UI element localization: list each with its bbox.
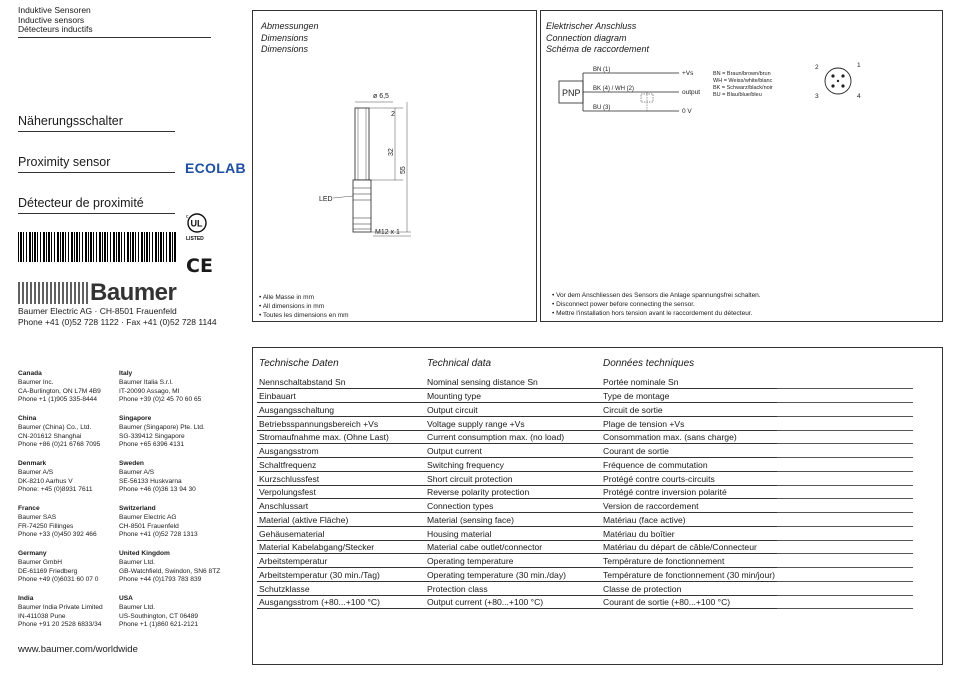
table-cell: Matériau du départ de câble/Connecteur (601, 540, 777, 554)
contact-line: Phone +33 (0)450 392 466 (18, 531, 97, 539)
category-de: Induktive Sensoren (18, 5, 91, 15)
table-row (257, 568, 913, 582)
tech-header-en: Technical data (427, 358, 492, 369)
dim-diameter: ø 6,5 (373, 93, 389, 100)
dimensions-title (261, 21, 319, 56)
legend-bk: BK = Schwarz/black/noir (713, 85, 773, 91)
table-row (257, 430, 913, 444)
contact-line: Baumer India Private Limited (18, 603, 103, 611)
contact-line: Baumer GmbH (18, 558, 62, 566)
table-cell: Material Kabelabgang/Stecker (257, 540, 425, 554)
contact-line: Phone +41 (0)52 728 1313 (119, 531, 198, 539)
value-cell (777, 595, 913, 609)
table-cell: Einbauart (257, 389, 425, 403)
table-cell: Gehäusematerial (257, 526, 425, 540)
value-cell (777, 485, 913, 499)
contact-line: Phone +65 6396 4131 (119, 441, 185, 449)
contact-country: France (18, 505, 40, 512)
table-cell: Connection types (425, 499, 601, 513)
contact-block (18, 415, 128, 450)
connection-title-fr: Schéma de raccordement (546, 44, 650, 54)
contact-country: China (18, 415, 37, 422)
contact-country: Denmark (18, 460, 47, 467)
contact-block (119, 505, 229, 540)
table-cell: Courant de sortie (601, 444, 777, 458)
category-header (18, 6, 211, 38)
table-cell: Matériau (face active) (601, 513, 777, 527)
dimensions-note-fr: • Toutes les dimensions en mm (259, 312, 349, 319)
connection-panel (540, 10, 943, 322)
value-cell (777, 499, 913, 513)
table-cell: Version de raccordement (601, 499, 777, 513)
table-cell: Anschlussart (257, 499, 425, 513)
table-cell: Mounting type (425, 389, 601, 403)
dimensions-title-en: Dimensions (261, 32, 309, 43)
contact-line: IN-411038 Pune (18, 612, 66, 620)
table-row (257, 595, 913, 609)
contact-line: Baumer Italia S.r.l. (119, 378, 173, 386)
value-cell (777, 375, 913, 389)
contact-country: Italy (119, 370, 133, 377)
contact-line: CH-8501 Frauenfeld (119, 522, 179, 530)
tech-header-de: Technische Daten (259, 358, 339, 369)
contact-block (119, 595, 229, 630)
ul-listed-icon (183, 212, 211, 242)
svg-text:UL: UL (190, 218, 203, 229)
contact-block (18, 460, 128, 495)
contact-line: Baumer A/S (18, 468, 54, 476)
table-cell: Classe de protection (601, 581, 777, 595)
table-cell: Current consumption max. (no load) (425, 430, 601, 444)
table-cell: Verpolungsfest (257, 485, 425, 499)
contact-block (119, 550, 229, 585)
sensor-dimension-drawing (303, 86, 423, 246)
table-cell: Material (aktive Fläche) (257, 513, 425, 527)
dim-55: 55 (400, 166, 407, 174)
product-title-fr: Détecteur de proximité (18, 196, 175, 214)
legend-bu: BU = Blau/blue/bleu (713, 92, 762, 98)
terminal-output: output (682, 89, 701, 96)
contact-line: Baumer (Singapore) Pte. Ltd. (119, 423, 205, 431)
product-title-de: Näherungsschalter (18, 114, 175, 132)
legend-wh: WH = Weiss/white/blanc (713, 78, 773, 84)
contact-line: Baumer Inc. (18, 378, 54, 386)
value-cell (777, 581, 913, 595)
connection-title (546, 21, 649, 56)
table-cell: Operating temperature (30 min./day) (425, 568, 601, 582)
contact-line: Baumer Ltd. (119, 603, 155, 611)
dimensions-note-de: • Alle Masse in mm (259, 294, 315, 301)
table-cell: Material cabe outlet/connector (425, 540, 601, 554)
contact-line: Phone +1 (1)860 621-2121 (119, 621, 199, 629)
contact-block (18, 550, 128, 585)
table-row (257, 389, 913, 403)
contact-block (18, 370, 128, 405)
contact-line: Phone +39 (0)2 45 70 60 65 (119, 396, 202, 404)
website-link[interactable]: www.baumer.com/worldwide (18, 644, 138, 655)
table-cell: Short circuit protection (425, 471, 601, 485)
table-cell: Output circuit (425, 403, 601, 417)
category-en: Inductive sensors (18, 14, 85, 25)
value-cell (777, 471, 913, 485)
dimensions-panel (252, 10, 537, 322)
contact-line: Phone +91 20 2528 6833/34 (18, 621, 102, 629)
table-cell: Nominal sensing distance Sn (425, 375, 601, 389)
contact-block (18, 505, 128, 540)
contact-block (119, 415, 229, 450)
contact-line: US-Southington, CT 06489 (119, 612, 199, 620)
dim-thread: M12 x 1 (375, 229, 400, 236)
table-cell: Température de fonctionnement (601, 554, 777, 568)
contact-line: SE-56133 Huskvarna (119, 477, 182, 485)
dim-2: 2 (391, 111, 395, 118)
table-cell: Schutzklasse (257, 581, 425, 595)
dimensions-note-en: • All dimensions in mm (259, 303, 325, 310)
contact-line: CN-201612 Shanghai (18, 432, 82, 440)
table-row (257, 554, 913, 568)
contact-line: CA-Burlington, ON L7M 4B9 (18, 387, 101, 395)
table-row (257, 375, 913, 389)
table-cell: Consommation max. (sans charge) (601, 430, 777, 444)
contact-country: Canada (18, 370, 42, 377)
connection-note-en: • Disconnect power before connecting the sensor. (552, 301, 695, 308)
connection-note-de: • Vor dem Anschliessen des Sensors die Anlage spannungsfrei schalten. (552, 292, 761, 299)
pnp-label: PNP (562, 88, 581, 98)
wire-bk: BK (4) / WH (2) (593, 86, 635, 92)
contact-country: Germany (18, 550, 47, 557)
table-cell: Schaltfrequenz (257, 458, 425, 472)
value-cell (777, 513, 913, 527)
contact-line: Phone: +45 (0)8931 7611 (18, 486, 93, 494)
value-cell (777, 389, 913, 403)
contact-country: India (18, 595, 34, 602)
connection-note-fr: • Mettre l'installation hors tension avant le raccordement du détecteur. (552, 310, 753, 317)
table-cell: Reverse polarity protection (425, 485, 601, 499)
value-cell (777, 403, 913, 417)
table-cell: Portée nominale Sn (601, 375, 777, 389)
contact-line: Baumer Ltd. (119, 558, 155, 566)
table-cell: Output current (425, 444, 601, 458)
pin-1: 1 (857, 62, 861, 69)
connector-pinout-icon (813, 61, 863, 103)
pin-3: 3 (815, 93, 819, 100)
contact-line: DK-8210 Aarhus V (18, 477, 73, 485)
contact-line: GB-Watchfield, Swindon, SN6 8TZ (119, 567, 221, 575)
table-cell: Stromaufnahme max. (Ohne Last) (257, 430, 425, 444)
table-cell: Kurzschlussfest (257, 471, 425, 485)
table-cell: Nennschaltabstand Sn (257, 375, 425, 389)
table-cell: Protection class (425, 581, 601, 595)
category-fr: Détecteurs inductifs (18, 24, 93, 34)
table-cell: Matériau du boîtier (601, 526, 777, 540)
ul-listed-text: LISTED (186, 236, 204, 242)
wire-bu: BU (3) (593, 105, 611, 111)
table-cell: Material (sensing face) (425, 513, 601, 527)
ecolab-logo: ECOLAB (185, 160, 246, 176)
value-cell (777, 430, 913, 444)
table-cell: Output current (+80...+100 °C) (425, 595, 601, 609)
table-cell: Type de montage (601, 389, 777, 403)
wiring-diagram (549, 63, 939, 123)
table-row (257, 471, 913, 485)
table-cell: Housing material (425, 526, 601, 540)
contact-line: Baumer (China) Co., Ltd. (18, 423, 92, 431)
contact-country: Singapore (119, 415, 152, 422)
dim-32: 32 (388, 148, 395, 156)
table-cell: Arbeitstemperatur (30 min./Tag) (257, 568, 425, 582)
contact-line: SG-339412 Singapore (119, 432, 185, 440)
value-cell (777, 540, 913, 554)
table-row (257, 513, 913, 527)
address-line1: Baumer Electric AG · CH-8501 Frauenfeld (18, 306, 177, 316)
table-row (257, 499, 913, 513)
contact-country: Switzerland (119, 505, 156, 512)
contact-country: Sweden (119, 460, 144, 467)
table-cell: Voltage supply range +Vs (425, 416, 601, 430)
contact-line: Phone +86 (0)21 6768 7095 (18, 441, 101, 449)
table-row (257, 403, 913, 417)
table-cell: Protégé contre inversion polarité (601, 485, 777, 499)
table-cell: Plage de tension +Vs (601, 416, 777, 430)
contact-line: IT-20090 Assago, MI (119, 387, 180, 395)
table-row (257, 526, 913, 540)
legend-bn: BN = Braun/brown/brun (713, 71, 771, 77)
contact-block (18, 595, 128, 630)
contact-line: Phone +49 (0)6031 60 07 0 (18, 576, 99, 584)
technical-data-table (257, 375, 913, 609)
contact-line: Phone +44 (0)1793 783 839 (119, 576, 202, 584)
contact-line: Phone +1 (1)905 335-8444 (18, 396, 98, 404)
contact-line: Baumer A/S (119, 468, 155, 476)
table-cell: Protégé contre courts-circuits (601, 471, 777, 485)
table-cell: Température de fonctionnement (30 min/jour) (601, 568, 777, 582)
table-cell: Fréquence de commutation (601, 458, 777, 472)
table-row (257, 458, 913, 472)
terminal-0v: 0 V (682, 108, 692, 115)
dimensions-title-fr: Dimensions (261, 44, 309, 54)
tech-header-fr: Données techniques (603, 358, 695, 369)
contact-line: Phone +46 (0)36 13 94 30 (119, 486, 196, 494)
baumer-logo-icon (18, 282, 88, 304)
ce-mark: CE (186, 255, 213, 277)
contact-line: DE-61169 Friedberg (18, 567, 78, 575)
table-cell: Arbeitstemperatur (257, 554, 425, 568)
value-cell (777, 416, 913, 430)
table-cell: Switching frequency (425, 458, 601, 472)
dimensions-notes (259, 293, 349, 320)
table-cell: Operating temperature (425, 554, 601, 568)
table-row (257, 581, 913, 595)
contact-country: United Kingdom (119, 550, 170, 557)
table-row (257, 485, 913, 499)
barcode (18, 232, 176, 262)
wire-bn: BN (1) (593, 67, 611, 73)
value-cell (777, 554, 913, 568)
value-cell (777, 458, 913, 472)
table-row (257, 444, 913, 458)
contact-block (119, 460, 229, 495)
contact-block (119, 370, 229, 405)
table-cell: Ausgangsschaltung (257, 403, 425, 417)
connection-title-de: Elektrischer Anschluss (546, 21, 637, 31)
dimensions-title-de: Abmessungen (261, 21, 319, 31)
contact-line: FR-74250 Fillinges (18, 522, 74, 530)
brand-name: Baumer (90, 279, 177, 306)
address-line2: Phone +41 (0)52 728 1122 · Fax +41 (0)52 728 1144 (18, 317, 217, 327)
value-cell (777, 526, 913, 540)
table-row (257, 540, 913, 554)
svg-text:c: c (186, 214, 189, 220)
connection-title-en: Connection diagram (546, 32, 627, 43)
contact-line: Baumer SAS (18, 513, 57, 521)
product-title-en: Proximity sensor (18, 155, 175, 173)
connection-notes (552, 291, 761, 318)
value-cell (777, 444, 913, 458)
value-cell (777, 568, 913, 582)
pin-2: 2 (815, 64, 819, 71)
table-cell: Courant de sortie (+80...+100 °C) (601, 595, 777, 609)
terminal-vs: +Vs (682, 70, 694, 77)
pin-4: 4 (857, 93, 861, 100)
table-cell: Ausgangsstrom (+80...+100 °C) (257, 595, 425, 609)
dim-led: LED (319, 196, 333, 203)
table-row (257, 416, 913, 430)
table-cell: Circuit de sortie (601, 403, 777, 417)
contact-line: Baumer Electric AG (119, 513, 177, 521)
table-cell: Ausgangsstrom (257, 444, 425, 458)
table-cell: Betriebsspannungsbereich +Vs (257, 416, 425, 430)
contact-country: USA (119, 595, 133, 602)
